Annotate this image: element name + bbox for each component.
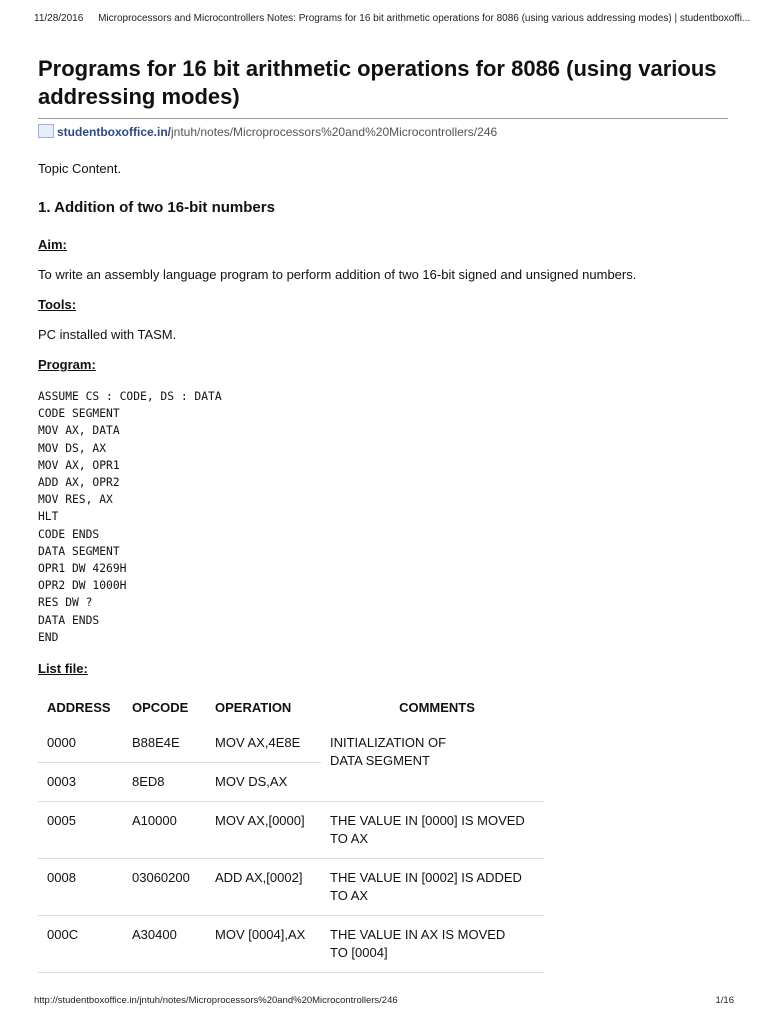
cell-address: 0000 (38, 724, 123, 763)
section-heading: 1. Addition of two 16-bit numbers (38, 199, 275, 216)
aim-text: To write an assembly language program to perform addition of two 16-bit signed and unsigned numbers. (38, 267, 637, 282)
cell-opcode: A30400 (123, 916, 206, 973)
cell-operation: ADD AX,[0002] (206, 859, 321, 916)
cell-operation: MOV DS,AX (206, 763, 321, 802)
column-header-comments: COMMENTS (399, 699, 475, 715)
code-line: ADD AX, OPR2 (38, 476, 120, 490)
cell-comment: THE VALUE IN [0000] IS MOVED TO AX (321, 802, 544, 859)
footer-page-number: 1/16 (715, 995, 734, 1006)
list-file-table (38, 690, 544, 973)
source-path: jntuh/notes/Microprocessors%20and%20Microcontrollers/246 (171, 125, 498, 139)
program-code (38, 388, 222, 646)
intro-text: Topic Content. (38, 161, 122, 176)
cell-opcode: 03060200 (123, 859, 206, 916)
cell-opcode: A10000 (123, 802, 206, 859)
cell-comment: INITIALIZATION OF DATA SEGMENT (330, 735, 447, 768)
cell-operation: MOV AX,[0000] (206, 802, 321, 859)
cell-comment: THE VALUE IN AX IS MOVED TO [0004] (321, 916, 544, 973)
print-title: Microprocessors and Microcontrollers Notes: Programs for 16 bit arithmetic operations for 8086 (using various addressing modes) | studentboxoffi... (98, 13, 751, 24)
cell-opcode: B88E4E (123, 724, 206, 763)
column-header-opcode: OPCODE (132, 699, 189, 715)
list-file-label: List file: (38, 661, 88, 676)
code-line: OPR2 DW 1000H (38, 579, 127, 593)
code-line: CODE ENDS (38, 527, 100, 541)
cell-comment: THE VALUE IN [0002] IS ADDED TO AX (321, 859, 544, 916)
code-line: RES DW ? (38, 596, 93, 610)
source-host: studentboxoffice.in/ (57, 125, 171, 139)
code-line: DATA SEGMENT (38, 544, 120, 558)
code-line: MOV DS, AX (38, 441, 107, 455)
tools-text: PC installed with TASM. (38, 327, 177, 342)
column-header-operation: OPERATION (215, 699, 292, 715)
cell-opcode: 8ED8 (123, 763, 206, 802)
code-line: DATA ENDS (38, 613, 100, 627)
source-link[interactable] (38, 125, 497, 139)
table-row (38, 724, 544, 763)
code-line: CODE SEGMENT (38, 407, 120, 421)
favicon-icon (38, 124, 54, 138)
title-divider (38, 118, 728, 119)
code-line: HLT (38, 510, 59, 524)
code-line: END (38, 630, 59, 644)
cell-operation: MOV [0004],AX (206, 916, 321, 973)
cell-address: 0005 (38, 802, 123, 859)
code-line: MOV AX, DATA (38, 424, 120, 438)
table-row (38, 916, 544, 973)
tools-label: Tools: (38, 297, 77, 312)
program-label: Program: (38, 357, 96, 372)
code-line: MOV AX, OPR1 (38, 458, 120, 472)
code-line: OPR1 DW 4269H (38, 562, 127, 576)
table-header-row (38, 690, 544, 724)
table-row (38, 802, 544, 859)
print-date: 11/28/2016 (34, 13, 84, 24)
cell-address: 0008 (38, 859, 123, 916)
table-row (38, 859, 544, 916)
cell-operation: MOV AX,4E8E (206, 724, 321, 763)
code-line: ASSUME CS : CODE, DS : DATA (38, 390, 222, 403)
cell-address: 0003 (38, 763, 123, 802)
column-header-address: ADDRESS (47, 699, 111, 715)
cell-address: 000C (38, 916, 123, 973)
aim-label: Aim: (38, 237, 67, 252)
print-header (34, 13, 754, 24)
footer-url: http://studentboxoffice.in/jntuh/notes/Microprocessors%20and%20Microcontrollers/246 (34, 995, 398, 1006)
page-title: Programs for 16 bit arithmetic operations for 8086 (using various addressing modes) (38, 56, 717, 109)
code-line: MOV RES, AX (38, 493, 113, 507)
